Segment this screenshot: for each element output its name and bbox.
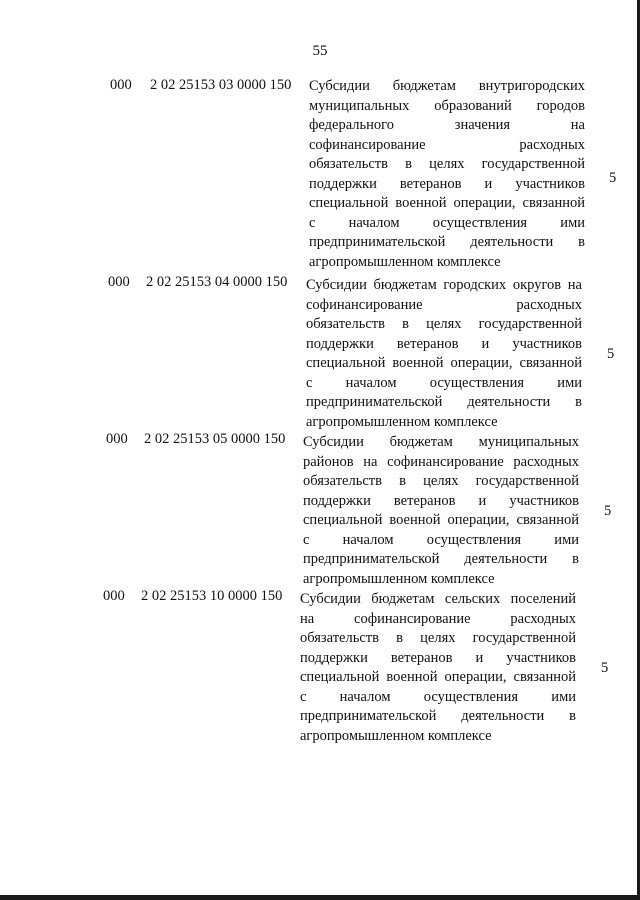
description-line: предпринимательской деятельности в [300, 708, 576, 724]
description-line: районов на софинансирование расходных [303, 453, 579, 470]
admin-code: 000 [110, 77, 132, 93]
description-line: агропромышленном комплексе [306, 413, 498, 430]
description-line: обязательств в целях государственной [303, 473, 579, 489]
description-line: предпринимательской деятельности в [306, 394, 582, 410]
description-line: предпринимательской деятельности в [303, 551, 579, 567]
description-line: специальной военной операции, связанной [303, 512, 579, 528]
row-description [309, 77, 585, 272]
kbk-code: 2 02 25153 04 0000 150 [146, 274, 288, 290]
description-line: Субсидии бюджетам муниципальных [303, 434, 579, 450]
description-line: агропромышленном комплексе [303, 570, 495, 587]
description-line: с началом осуществления ими [309, 214, 585, 231]
description-line: поддержки ветеранов и участников [309, 175, 585, 192]
row-description [303, 433, 579, 589]
page-number: 55 [312, 43, 328, 59]
description-line: с началом осуществления ими [303, 531, 579, 548]
amount-value: 5 [601, 660, 609, 676]
description-line: Субсидии бюджетам городских округов на [306, 277, 582, 293]
description-line: агропромышленном комплексе [309, 253, 501, 270]
description-line: агропромышленном комплексе [300, 727, 492, 744]
kbk-code: 2 02 25153 03 0000 150 [150, 77, 292, 93]
amount-value: 5 [607, 346, 615, 362]
description-line: с началом осуществления ими [300, 688, 576, 705]
description-line: обязательств в целях государственной [300, 630, 576, 646]
description-line: поддержки ветеранов и участников [303, 492, 579, 509]
description-line: поддержки ветеранов и участников [306, 335, 582, 352]
amount-value: 5 [604, 503, 612, 519]
description-line: федерального значения на [309, 117, 585, 133]
description-line: специальной военной операции, связанной [306, 355, 582, 371]
admin-code: 000 [103, 588, 125, 604]
description-line: специальной военной операции, связанной [309, 195, 585, 211]
kbk-code: 2 02 25153 05 0000 150 [144, 431, 286, 447]
description-line: софинансирование расходных [306, 296, 582, 313]
description-line: софинансирование расходных [309, 136, 585, 153]
description-line: Субсидии бюджетам сельских поселений [300, 591, 576, 607]
description-line: Субсидии бюджетам внутригородских [309, 78, 585, 94]
description-line: муниципальных образований городов [309, 97, 585, 114]
kbk-code: 2 02 25153 10 0000 150 [141, 588, 283, 604]
description-line: на софинансирование расходных [300, 610, 576, 627]
description-line: с началом осуществления ими [306, 374, 582, 391]
row-description [300, 590, 576, 746]
admin-code: 000 [106, 431, 128, 447]
description-line: обязательств в целях государственной [306, 316, 582, 332]
scan-edge-bottom [0, 895, 640, 900]
admin-code: 000 [108, 274, 130, 290]
description-line: поддержки ветеранов и участников [300, 649, 576, 666]
amount-value: 5 [609, 170, 617, 186]
description-line: специальной военной операции, связанной [300, 669, 576, 685]
row-description [306, 276, 582, 432]
description-line: обязательств в целях государственной [309, 156, 585, 172]
description-line: предпринимательской деятельности в [309, 234, 585, 250]
